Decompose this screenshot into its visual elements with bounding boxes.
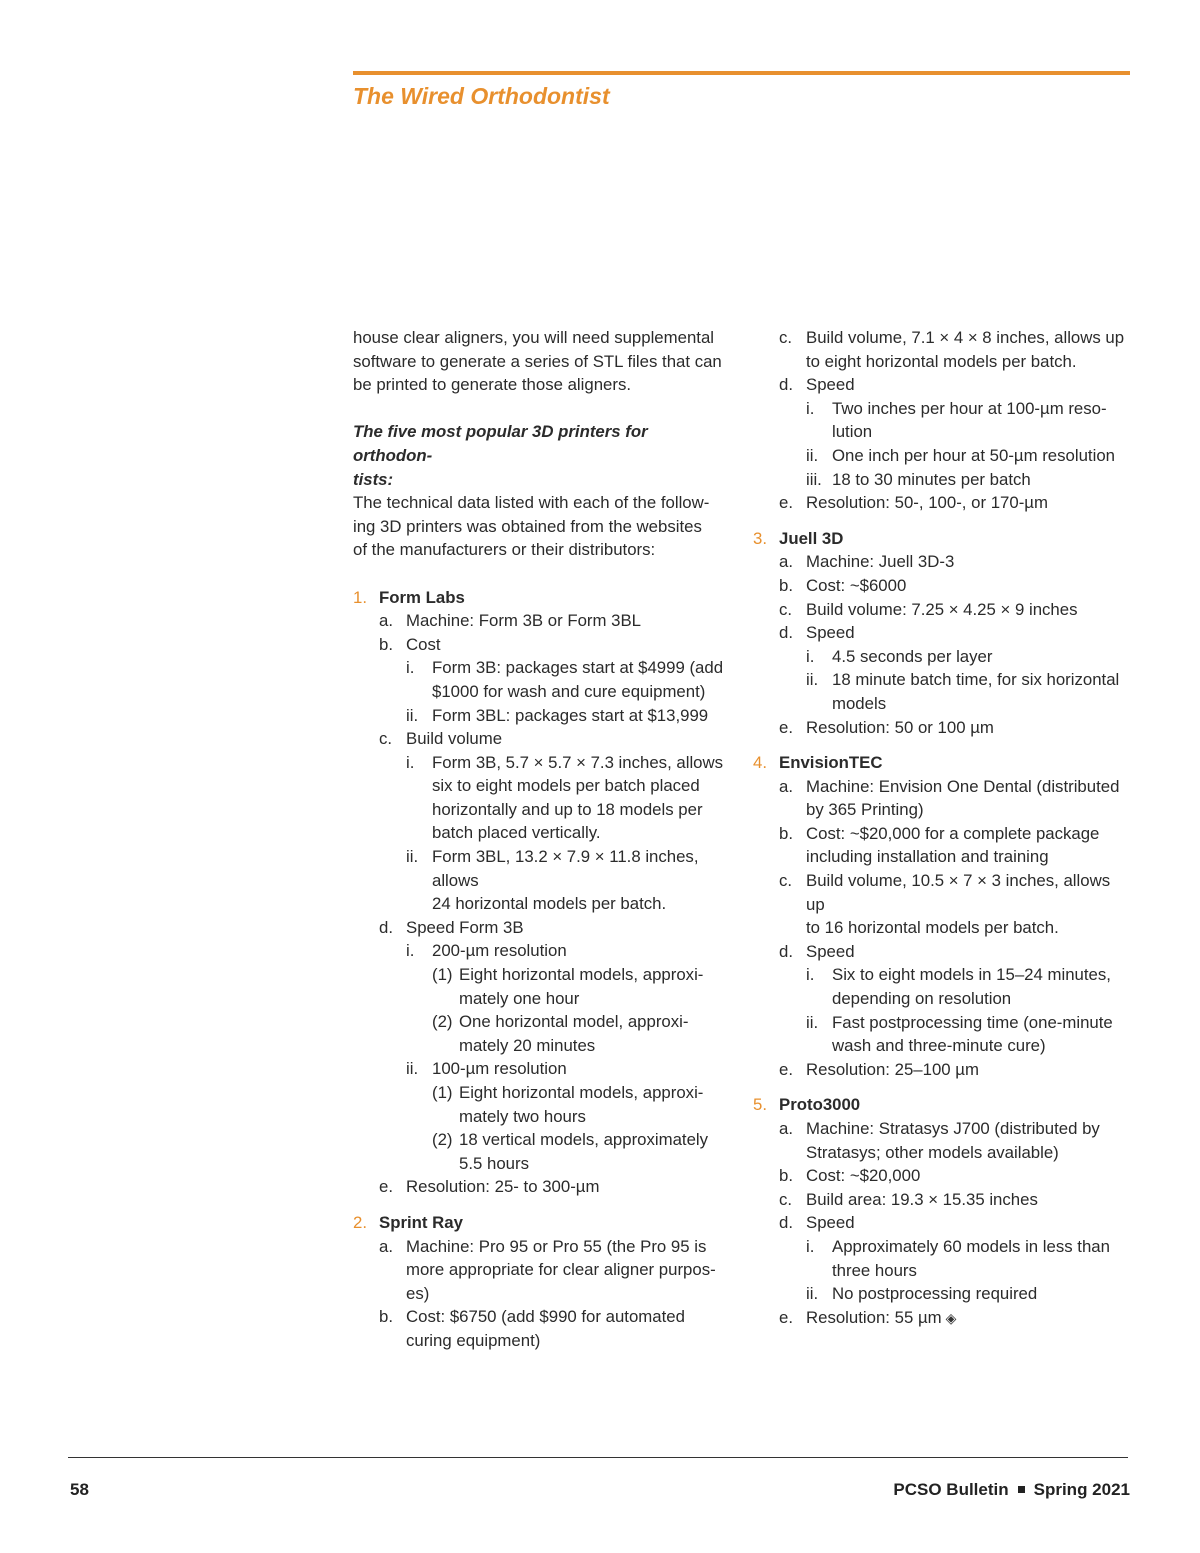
list-item: e. Resolution: 25- to 300-µm [379,1177,600,1197]
list-item: (1) Eight horizontal models, approxi- mately two hours [432,1083,704,1126]
printer-name: Juell 3D [779,528,844,548]
list-item: d. Speed [779,1213,855,1233]
running-header-title: The Wired Orthodontist [353,83,610,109]
text-line: The technical data listed with each of the follow- [353,493,710,513]
list-item: i. Form 3B, 5.7 × 5.7 × 7.3 inches, allows six to eight models per batch placed horizontally and up to 18 models per batch placed vertically. [406,752,724,843]
list-item: c. Build volume, 10.5 × 7 × 3 inches, allows up to 16 horizontal models per batch. [779,871,1111,938]
left-column [353,326,731,1353]
list-item: b. Cost: $6750 (add $990 for automated curing equipment) [379,1307,685,1350]
list-item: a. Machine: Juell 3D-3 [779,552,955,572]
printer-envisiontec [753,751,1133,1081]
list-item: d. Speed [779,941,855,961]
footer-publication [893,1480,1130,1500]
section-subheading [353,420,731,491]
square-separator-icon [1018,1486,1025,1493]
list-item: c. Build volume: 7.25 × 4.25 × 9 inches [779,599,1078,619]
printer-sprint-ray [353,1211,731,1353]
list-item: b. Cost [379,634,441,654]
text-line: ing 3D printers was obtained from the websites [353,516,702,536]
printer-form-labs [353,586,731,1199]
list-item: e. Resolution: 50 or 100 µm [779,717,994,737]
printer-name: Form Labs [379,587,465,607]
list-item: e. Resolution: 55 µm ◈ [779,1306,1133,1331]
printer-juell-3d [753,527,1133,739]
list-item: i. Two inches per hour at 100-µm reso- lution [806,398,1107,442]
list-item: ii. Form 3BL: packages start at $13,999 [406,705,709,725]
printer-name: Sprint Ray [379,1212,463,1232]
printer-heading [353,1211,731,1235]
text-line: house clear aligners, you will need supplemental [353,328,715,347]
intro-paragraph [353,326,731,397]
printer-heading [353,586,731,610]
list-number: 2. [353,1212,367,1232]
issue-date: Spring 2021 [1033,1480,1130,1499]
list-item: b. Cost: ~$20,000 for a complete package including installation and training [779,823,1100,867]
printer-proto3000 [753,1093,1133,1330]
list-item: a. Machine: Stratasys J700 (distributed by Stratasys; other models available) [779,1119,1100,1162]
list-item: ii. One inch per hour at 50-µm resolution [806,445,1115,465]
diamond-end-icon: ◈ [945,1309,957,1326]
list-number: 4. [753,753,767,773]
list-item: i. Form 3B: packages start at $4999 (add $1000 for wash and cure equipment) [406,658,724,701]
list-item: a. Machine: Envision One Dental (distributed by 365 Printing) [779,776,1120,820]
printer-heading [753,1093,1133,1117]
list-item: ii. Fast postprocessing time (one-minute wash and three-minute cure) [806,1012,1113,1056]
list-item: (2) 18 vertical models, approximately 5.5 hours [432,1130,709,1173]
list-number: 3. [753,528,767,548]
list-item: c. Build area: 19.3 × 15.35 inches [779,1189,1038,1209]
list-item: ii. No postprocessing required [806,1284,1038,1304]
list-number: 5. [753,1095,767,1115]
list-item: b. Cost: ~$6000 [779,575,907,595]
printer-name: Proto3000 [779,1095,861,1115]
list-item: i. Six to eight models in 15–24 minutes, depending on resolution [806,965,1111,1009]
header-rule [353,71,1130,75]
list-item: e. Resolution: 50-, 100-, or 170-µm [779,493,1048,513]
list-item: a. Machine: Form 3B or Form 3BL [379,611,642,631]
list-item: i. 4.5 seconds per layer [806,646,993,666]
list-item: d. Speed [779,623,855,643]
list-item: i. 200-µm resolution [406,941,567,961]
printer-heading [753,527,1133,551]
right-column [753,326,1133,1330]
list-item: b. Cost: ~$20,000 [779,1166,921,1186]
list-item: i. Approximately 60 models in less than three hours [806,1236,1110,1280]
printer-name: EnvisionTEC [779,753,883,773]
text-line: be printed to generate those aligners. [353,375,632,395]
subhead-line: tists: [353,469,394,489]
list-item: ii. Form 3BL, 13.2 × 7.9 × 11.8 inches, allows 24 horizontal models per batch. [406,847,699,914]
text-line: software to generate a series of STL files that can [353,351,722,371]
page-number: 58 [70,1480,89,1499]
subhead-line: The five most popular 3D printers for orthodon- [353,422,648,465]
list-item: d. Speed Form 3B [379,917,524,937]
list-item: c. Build volume [379,729,503,749]
list-item: (2) One horizontal model, approxi- mately 20 minutes [432,1012,689,1055]
footer-rule [68,1457,1128,1458]
publication-name: PCSO Bulletin [893,1480,1009,1499]
list-number: 1. [353,587,367,607]
list-item: c. Build volume, 7.1 × 4 × 8 inches, allows up to eight horizontal models per batch. [779,328,1125,371]
list-item: iii. 18 to 30 minutes per batch [806,469,1031,489]
list-item: d. Speed [779,375,855,395]
list-item: (1) Eight horizontal models, approxi- mately one hour [432,965,704,1008]
data-source-paragraph [353,491,731,562]
list-item: ii. 100-µm resolution [406,1059,567,1079]
list-item: ii. 18 minute batch time, for six horizontal models [806,670,1120,713]
list-item: a. Machine: Pro 95 or Pro 55 (the Pro 95 is more appropriate for clear aligner purpos- es) [379,1236,716,1303]
printer-heading [753,751,1133,775]
list-item: e. Resolution: 25–100 µm [779,1059,979,1079]
printer-sprint-ray-continued [753,326,1133,515]
text-line: of the manufacturers or their distributors: [353,540,656,560]
